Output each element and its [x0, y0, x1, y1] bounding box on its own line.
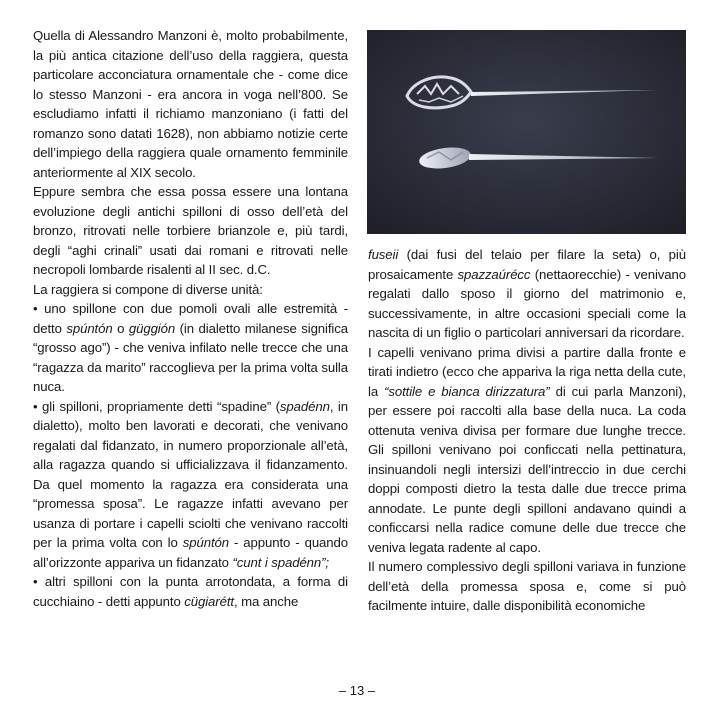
- paragraph-text: Il numero complessivo degli spilloni variava in funzione dell’età della promessa sposa e, come si può facilmente intuire, dalle disponibilità economiche: [368, 559, 686, 613]
- hairpins-illustration: [367, 30, 686, 234]
- text: • uno spillone con due pomoli ovali alle estremità - detto: [33, 301, 348, 336]
- paragraph: [368, 343, 686, 558]
- paragraph-text: Quella di Alessandro Manzoni è, molto probabilmente, la più antica citazione dell’uso della raggiera, questa particolare acconciatura ornamentale che - come dice lo stesso Manzoni - era ancora in voga nell’800. Se escludiamo infatti il richiamo manzoniano (i fatti del romanzo sono datati 1628), non abbiamo notizie certe dell’impiego della raggiera quale ornamento femminile anteriormente al XIX secolo.: [33, 28, 348, 180]
- bullet-item: [33, 397, 348, 573]
- right-column: [368, 245, 686, 616]
- text: , ma anche: [233, 593, 299, 609]
- quotation: “sottile e bianca dirizzatura”: [384, 383, 550, 399]
- page-number: – 13 –: [338, 683, 376, 698]
- text: • altri spilloni con la punta arrotondata, a forma di cucchiaino - detti appunto: [33, 574, 348, 609]
- dialect-term: spúntón: [182, 535, 229, 550]
- paragraph: [33, 182, 348, 280]
- paragraph: [368, 557, 686, 616]
- text: o: [112, 320, 129, 336]
- text: • gli spilloni, propriamente detti “spadine” (: [33, 398, 280, 414]
- text: (in dialetto milanese significa “grosso ago”) - che veniva infilato nelle trecce che una “ragazza da marito” raccoglieva per la prima volta sulla nuca.: [33, 320, 348, 394]
- paragraph: [33, 280, 348, 300]
- paragraph: [368, 245, 686, 343]
- text: I capelli venivano prima divisi a partire dalla fronte e tirati indietro (ecco che appariva la riga netta della cute, la: [368, 344, 686, 399]
- paragraph-text: La raggiera si compone di diverse unità:: [33, 281, 263, 297]
- hairpins-photo: [367, 30, 686, 234]
- text: (nettaorecchie) - venivano regalati dallo sposo il giorno del matrimonio e, successivamente, in altre occasioni speciali come la nascita di un figlio o particolari anniversari da ricordare.: [368, 266, 686, 340]
- bullet-item: [33, 572, 348, 611]
- paragraph-text: Eppure sembra che essa possa essere una lontana evoluzione degli antichi spilloni di osso dell’età del bronzo, ritrovati nelle torbiere brianzole e, più tardi, degli “aghi crinali” usati dai romani e ritrovati nelle necropoli lombarde risalenti al II sec. d.C.: [33, 184, 348, 277]
- dialect-term: spúntón: [66, 320, 113, 336]
- text: - appunto - quando all’orizzonte appariva un fidanzato: [33, 535, 348, 570]
- text: di cui parla Manzoni), per essere poi raccolti alla base della nuca. La coda ottenuta veniva divisa per formare due lunghe trecce. Gli spilloni venivano poi conficcati nella pettinatura, insinuandoli negli intersizi dell’intreccio in due cerchi doppi composti dietro la testa dalle due trecce prima annodate. Le punte degli spilloni andavano quindi a conficcarsi nella radice comune delle due trecce che veniva legata radente al capo.: [368, 383, 686, 555]
- dialect-term: fuseii: [368, 247, 399, 262]
- paragraph: [33, 26, 348, 182]
- dialect-term: spazzaúrécc: [457, 266, 531, 282]
- dialect-term: cügiarétt: [184, 593, 234, 609]
- bullet-item: [33, 299, 348, 397]
- text: , in dialetto), molto ben lavorati e decorati, che venivano regalati dal fidanzato, in numero proporzionale all’età, alla ragazza quando si ufficializzava il fidanzamento. Da quel momento la ragazza era considerata una “promessa sposa”. Le ragazze infatti avevano per usanza di portare i capelli sciolti che venivano raccolti per la prima volta con lo: [33, 398, 348, 550]
- left-column: [33, 26, 348, 611]
- dialect-term: “cunt i spadénn”;: [232, 554, 329, 570]
- dialect-term: spadénn: [279, 398, 330, 414]
- dialect-term: güggión: [128, 320, 176, 336]
- text: (dai fusi del telaio per filare la seta) o, più prosaicamente: [368, 247, 686, 282]
